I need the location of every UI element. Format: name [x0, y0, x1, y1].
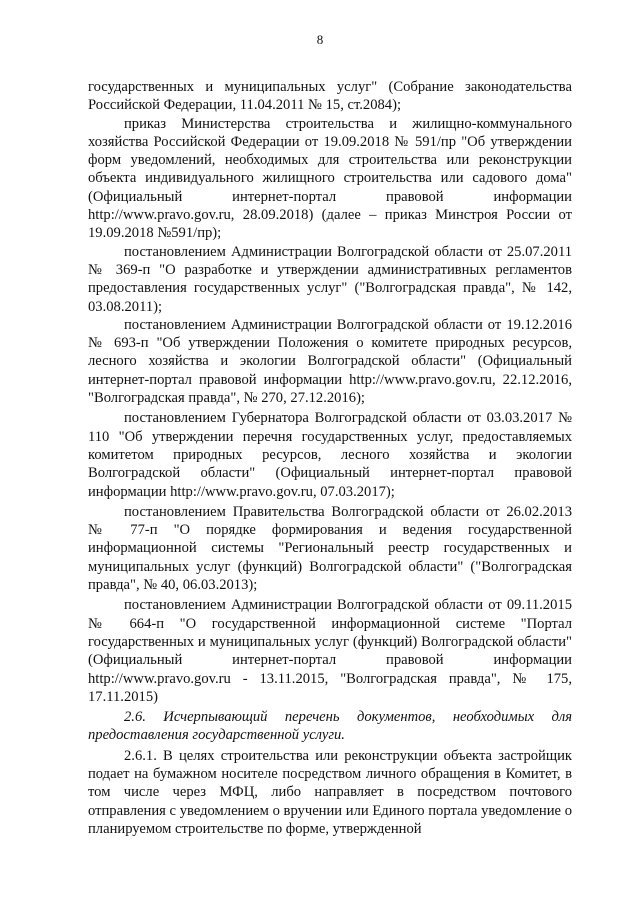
paragraph-resolution-369: постановлением Администрации Волгоградской области от 25.07.2011 № 369-п "О разработке и утверждении административных регламентов предоставления государственных услуг" ("Волгоградская правда", № 142, 03.08.2011); — [88, 243, 572, 315]
paragraph-governor-resolution-110: постановлением Губернатора Волгоградской области от 03.03.2017 № 110 "Об утверждении перечня государственных услуг, предоставляемых комитетом природных ресурсов, лесного хозяйства и экологии Волгоградской области" (Официальный интернет-портал правовой информации http://www.pravo.gov.ru, 07.03.2017); — [88, 410, 572, 500]
paragraph-government-resolution-77: постановлением Правительства Волгоградской области от 26.02.2013 № 77-п "О порядке формирования и ведения государственной информационной системы "Региональный реестр государственных и муниципальных услуг (функций) Волгоградской области" ("Волгоградская правда", № 40, 06.03.2013); — [88, 503, 572, 594]
paragraph-2-6-1: 2.6.1. В целях строительства или реконструкции объекта застройщик подает на бумажном носителе посредством личного обращения в Комитет, в том числе через МФЦ, либо направляет в посредством почтового отправления с уведомлением о вручении или Единого портала уведомление о планируемом строительстве по форме, утвержденной — [88, 747, 572, 837]
page-number: 8 — [316, 32, 324, 47]
section-heading-2-6: 2.6. Исчерпывающий перечень документов, необходимых для предоставления государственной услуги. — [88, 709, 572, 744]
paragraph-minstroy-order: приказ Министерства строительства и жилищно-коммунального хозяйства Российской Федерации от 19.09.2018 № 591/пр "Об утверждении форм уведомлений, необходимых для строительства или реконструкции объекта индивидуального жилищного строительства или садового дома" (Официальный интернет-портал правовой информации http://www.pravo.gov.ru, 28.09.2018) (далее – приказ Минстроя России от 19.09.2018 №591/пр); — [88, 115, 572, 242]
paragraph-resolution-693: постановлением Администрации Волгоградской области от 19.12.2016 № 693-п "Об утверждении Положения о комитете природных ресурсов, лесного хозяйства и экологии Волгоградской области" (Официальный интернет-портал правовой информации http://www.pravo.gov.ru, 22.12.2016, "Волгоградская правда", № 270, 27.12.2016); — [88, 316, 572, 407]
paragraph-law-continuation: государственных и муниципальных услуг" (Собрание законодательства Российской Федерации, 11.04.2011 № 15, ст.2084); — [88, 79, 572, 114]
paragraph-resolution-664: постановлением Администрации Волгоградской области от 09.11.2015 № 664-п "О государственной информационной системе "Портал государственных и муниципальных услуг (функций) Волгоградской области" (Официальный интернет-портал правовой информации http://www.pravo.gov.ru - 13.11.2015, "Волгоградская правда", № 175, 17.11.2015) — [88, 597, 572, 705]
document-body — [88, 78, 572, 838]
